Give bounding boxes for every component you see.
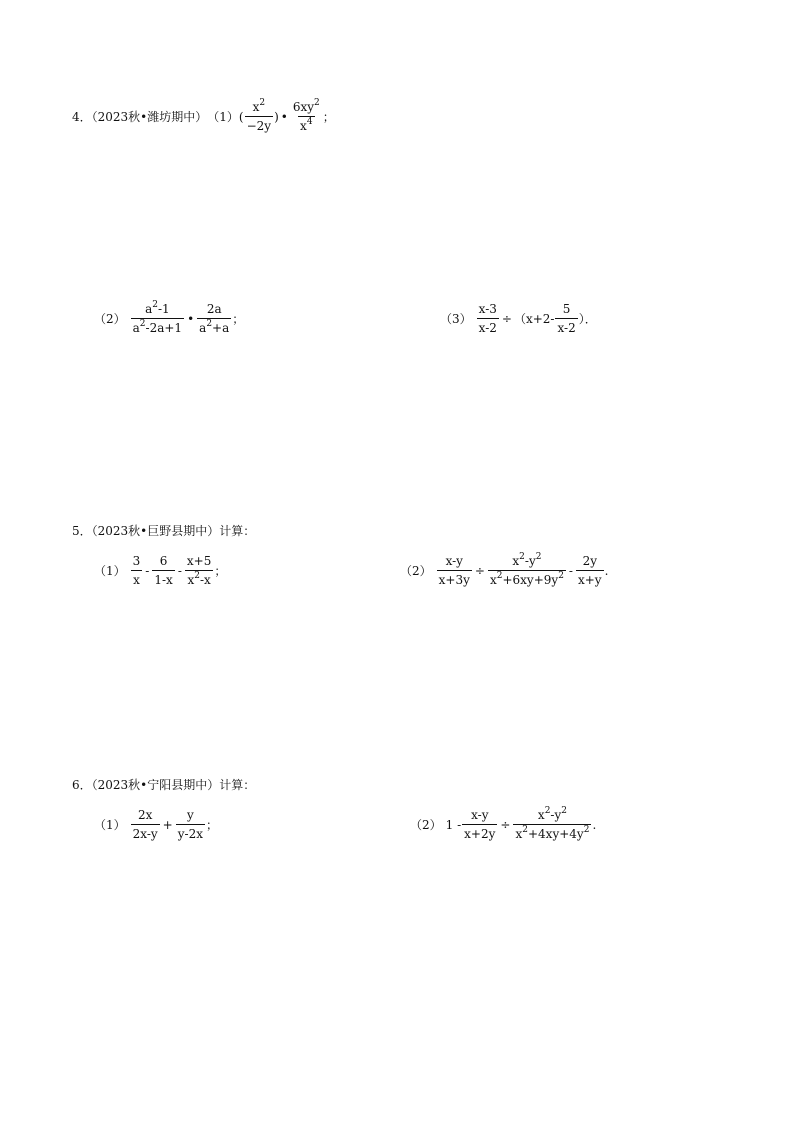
- q4-p2-fraction-2: $\frac{2a}{a^2+a}$: [199, 302, 230, 335]
- q6-p1-fraction-1: $\frac{2x}{2x-y}$: [132, 808, 158, 841]
- q4-p3-fraction-1: $\frac{x-3}{x-2}$: [478, 302, 497, 335]
- q6-p2-fraction-1: $\frac{x-y}{x+2y}$: [464, 808, 496, 841]
- q6-p1-end: ；: [205, 818, 218, 832]
- q6-p2-line: [410, 808, 596, 841]
- q4-p1-close-paren: ): [274, 109, 279, 124]
- q5-p1-end: ；: [214, 564, 227, 578]
- q4-line: [72, 100, 335, 133]
- q5-p1-line: [94, 554, 226, 587]
- q5-p1-fraction-1: $\frac{3}{x}$: [132, 554, 141, 587]
- q5-p2-fraction-1: $\frac{x-y}{x+3y}$: [438, 554, 470, 587]
- q5-p1-fraction-3: $\frac{x+5}{x^2-x}$: [186, 554, 212, 587]
- q5-header: 5．（2023秋•巨野县期中）计算：: [72, 524, 256, 538]
- q4-p2-line: [94, 302, 244, 335]
- q4-p3-label: （3）: [440, 312, 472, 326]
- q4-p2-dot: •: [187, 311, 195, 326]
- q4-p1-label: （1）: [207, 110, 239, 124]
- q4-p3-divide: ÷: [501, 311, 512, 326]
- q6-header: 6．（2023秋•宁阳县期中）计算：: [72, 778, 256, 792]
- q5-p1-label: （1）: [94, 564, 126, 578]
- q4-p1-open-paren: (: [238, 109, 244, 124]
- q5-p2-fraction-3: $\frac{2y}{x+y}$: [577, 554, 602, 587]
- q6-p2-lead: 1 -: [445, 817, 462, 832]
- q4-header: 4．（2023秋•潍坊期中）: [72, 110, 208, 124]
- q4-p1-fraction-2: $\frac{6xy^2}{x^4}$: [292, 98, 320, 133]
- q4-p2-fraction-1: $\frac{a^2-1}{a^2-2a+1}$: [132, 300, 183, 335]
- q5-p2-end: .: [604, 563, 609, 578]
- q5-p1-fraction-2: $\frac{6}{1-x}$: [154, 554, 173, 587]
- q4-p2-label: （2）: [94, 312, 126, 326]
- q4-p3-line: [440, 302, 597, 335]
- q4-p1-dot: •: [280, 109, 288, 124]
- q6-p1-fraction-2: $\frac{y}{y-2x}$: [177, 808, 203, 841]
- q5-p1-op1: -: [145, 563, 150, 578]
- q5-p2-op: -: [568, 563, 573, 578]
- q6-p2-end: .: [592, 817, 597, 832]
- q6-p2-label: （2）: [410, 818, 442, 832]
- q5-p2-divide: ÷: [474, 563, 485, 578]
- q6-p1-op: +: [162, 817, 173, 832]
- q5-p1-op2: -: [177, 563, 182, 578]
- q6-p1-label: （1）: [94, 818, 126, 832]
- q6-p2-fraction-2: $\frac{x^2-y^2}{x^2+4xy+4y^2}$: [515, 806, 590, 841]
- q5-p2-fraction-2: $\frac{x^2-y^2}{x^2+6xy+9y^2}$: [489, 552, 564, 587]
- q5-p2-line: [400, 554, 608, 587]
- q4-p2-end: ；: [232, 312, 245, 326]
- q4-p3-fraction-2: $\frac{5}{x-2}$: [557, 302, 576, 335]
- q4-p3-paren-close: ）．: [578, 312, 597, 326]
- q4-p1-end: ；: [322, 110, 335, 124]
- q5-p2-label: （2）: [400, 564, 432, 578]
- q6-p2-divide: ÷: [500, 817, 511, 832]
- q6-p1-line: [94, 808, 218, 841]
- q4-p1-fraction-1: $\frac{x^2}{-2y}$: [246, 98, 272, 133]
- q4-p3-paren-open: （x+2-: [513, 312, 555, 326]
